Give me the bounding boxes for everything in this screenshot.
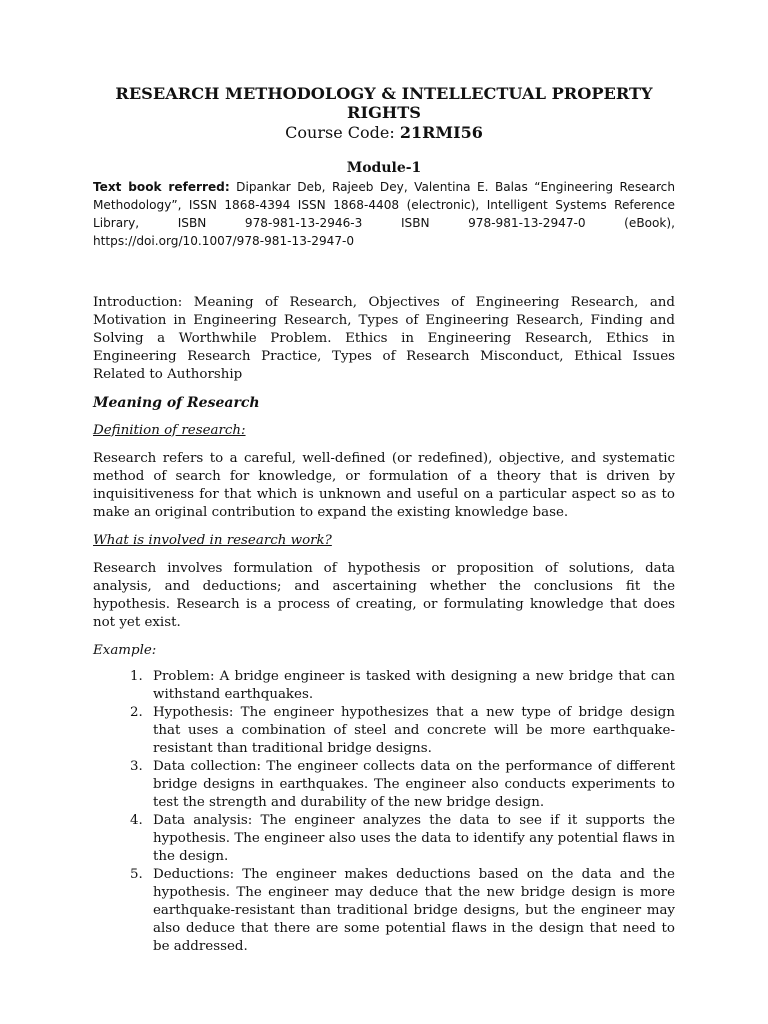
involved-paragraph: Research involves formulation of hypothesis or proposition of solutions, data analysis, and deductions; and ascertaining whether the conclusions fit the hypothesis. Research is a process of creating, or formulating knowledge that does not yet exist.	[93, 561, 675, 630]
list-item: 3. Data collection: The engineer collects data on the performance of different bridge designs in earthquakes. The engineer also conducts experiments to test the strength and durability of the new bridge design.	[147, 758, 675, 812]
definition-heading: Definition of research:	[93, 423, 246, 438]
module-heading: Module-1	[346, 160, 422, 176]
textbook-reference	[93, 178, 675, 250]
example-list	[93, 668, 675, 956]
list-item: 5. Deductions: The engineer makes deductions based on the data and the hypothesis. The engineer may deduce that the new bridge design is more earthquake-resistant than traditional bridge designs, but the engineer may also deduce that there are some potential flaws in the design that need to be addressed.	[147, 866, 675, 956]
list-item: 1. Problem: A bridge engineer is tasked with designing a new bridge that can withstand earthquakes.	[147, 668, 675, 704]
section-heading: Meaning of Research	[93, 395, 260, 411]
document-title: RESEARCH METHODOLOGY & INTELLECTUAL PROPERTY RIGHTS	[115, 84, 653, 122]
example-label: Example:	[93, 643, 157, 658]
course-code-prefix: Course Code:	[285, 123, 400, 142]
definition-paragraph: Research refers to a careful, well-defined (or redefined), objective, and systematic method of search for knowledge, or formulation of a theory that is driven by inquisitiveness for that which is unknown and useful on a particular aspect so as to make an original contribution to expand the existing knowledge base.	[93, 451, 675, 520]
textbook-text: Dipankar Deb, Rajeeb Dey, Valentina E. Balas “Engineering Research Methodology”, ISSN 1868-4394 ISSN 1868-4408 (electronic), Intelligent Systems Reference Library, ISBN 978-981-13-2946-3 ISBN 978-981-13-2947-0 (eBook), https://doi.org/10.1007/978-981-13-2947-0	[93, 180, 675, 248]
introduction-paragraph: Introduction: Meaning of Research, Objectives of Engineering Research, and Motivation in Engineering Research, Types of Engineering Research, Finding and Solving a Worthwhile Problem. Ethics in Engineering Research, Ethics in Engineering Research Practice, Types of Research Misconduct, Ethical Issues Related to Authorship	[93, 295, 675, 382]
involved-heading: What is involved in research work?	[93, 533, 332, 548]
list-item: 2. Hypothesis: The engineer hypothesizes that a new type of bridge design that uses a combination of steel and concrete will be more earthquake-resistant than traditional bridge designs.	[147, 704, 675, 758]
list-item: 4. Data analysis: The engineer analyzes the data to see if it supports the hypothesis. The engineer also uses the data to identify any potential flaws in the design.	[147, 812, 675, 866]
textbook-label: Text book referred:	[93, 180, 230, 194]
course-code: 21RMI56	[399, 123, 483, 142]
course-code-line	[93, 122, 675, 143]
document-page	[93, 84, 675, 956]
